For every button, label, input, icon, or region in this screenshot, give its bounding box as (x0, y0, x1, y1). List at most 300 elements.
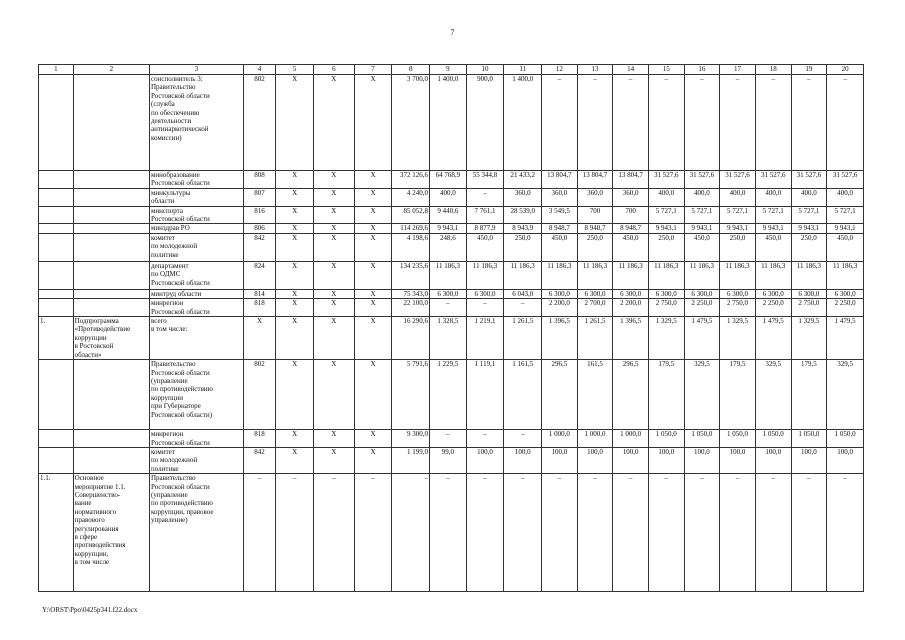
amount-cell: 250,0 (791, 233, 827, 261)
column-number-8: 8 (392, 65, 430, 75)
amount-cell: 5 727,1 (791, 206, 827, 224)
amount-cell: 400,0 (827, 188, 864, 206)
amount-cell: 360,0 (542, 188, 578, 206)
program-name-cell (73, 430, 149, 448)
amount-cell: 360,0 (577, 188, 613, 206)
rzpr-code-cell: X (276, 171, 314, 189)
program-name-cell (73, 188, 149, 206)
amount-cell: 5 727,1 (755, 206, 791, 224)
table-row (39, 206, 864, 224)
grbs-code-cell: 814 (243, 289, 276, 298)
amount-cell: 1 050,0 (684, 430, 720, 448)
amount-cell: 6 300,0 (791, 289, 827, 298)
amount-cell: 13 804,7 (577, 171, 613, 189)
rzpr-code-cell: X (276, 360, 314, 430)
amount-cell: 2 750,0 (648, 299, 684, 317)
vr-code-cell: X (354, 289, 392, 298)
table-row (39, 447, 864, 473)
amount-cell: 9 943,1 (827, 224, 864, 233)
amount-cell: 8 948,7 (613, 224, 649, 233)
column-number-9: 9 (430, 65, 467, 75)
program-name-cell (73, 261, 149, 289)
amount-cell: 5 727,1 (684, 206, 720, 224)
amount-cell: 900,0 (466, 75, 504, 171)
vr-code-cell: X (354, 233, 392, 261)
amount-cell: 13 804,7 (542, 171, 578, 189)
amount-cell: 1 328,5 (430, 317, 467, 360)
amount-cell: 1 479,5 (755, 317, 791, 360)
vr-code-cell: X (354, 430, 392, 448)
amount-cell: – (430, 299, 467, 317)
csr-code-cell: X (313, 430, 354, 448)
amount-cell: 100,0 (827, 447, 864, 473)
amount-cell: 100,0 (504, 447, 542, 473)
amount-cell: – (466, 299, 504, 317)
amount-cell: 28 539,0 (504, 206, 542, 224)
rzpr-code-cell: X (276, 289, 314, 298)
amount-cell: 2 250,0 (684, 299, 720, 317)
column-number-5: 5 (276, 65, 314, 75)
program-name-cell (73, 224, 149, 233)
amount-cell: – (791, 474, 827, 592)
rzpr-code-cell: X (276, 206, 314, 224)
amount-cell: 1 050,0 (720, 430, 756, 448)
amount-cell: 1 329,5 (648, 317, 684, 360)
amount-cell: 64 768,9 (430, 171, 467, 189)
amount-cell: 360,0 (504, 188, 542, 206)
grbs-code-cell: 824 (243, 261, 276, 289)
grbs-code-cell: – (243, 474, 276, 592)
column-number-7: 7 (354, 65, 392, 75)
amount-cell: 134 235,6 (392, 261, 430, 289)
program-name-cell (73, 299, 149, 317)
csr-code-cell: X (313, 317, 354, 360)
vr-code-cell: X (354, 317, 392, 360)
amount-cell: 450,0 (684, 233, 720, 261)
program-name-cell (73, 360, 149, 430)
amount-cell: 1 329,5 (791, 317, 827, 360)
amount-cell: 6 300,0 (542, 289, 578, 298)
grbs-code-cell: 807 (243, 188, 276, 206)
amount-cell: 6 300,0 (827, 289, 864, 298)
amount-cell: 2 200,0 (542, 299, 578, 317)
amount-cell: 1 050,0 (791, 430, 827, 448)
amount-cell: – (720, 474, 756, 592)
column-number-16: 16 (684, 65, 720, 75)
executor-cell: минрегион Ростовской области (150, 299, 244, 317)
page-number: 7 (450, 28, 455, 37)
amount-cell: 6 043,0 (504, 289, 542, 298)
amount-cell: 1 119,1 (466, 360, 504, 430)
amount-cell: 450,0 (466, 233, 504, 261)
amount-cell: 329,5 (827, 360, 864, 430)
amount-cell: 1 199,0 (392, 447, 430, 473)
vr-code-cell: – (354, 474, 392, 592)
executor-cell: минтруд области (150, 289, 244, 298)
amount-cell: 8 948,7 (577, 224, 613, 233)
vr-code-cell: X (354, 224, 392, 233)
csr-code-cell: X (313, 261, 354, 289)
csr-code-cell: – (313, 474, 354, 592)
table-row (39, 224, 864, 233)
csr-code-cell: X (313, 224, 354, 233)
amount-cell: 100,0 (613, 447, 649, 473)
amount-cell: 4 240,0 (392, 188, 430, 206)
amount-cell: 360,0 (613, 188, 649, 206)
amount-cell: 1 219,1 (466, 317, 504, 360)
grbs-code-cell: X (243, 317, 276, 360)
amount-cell: 700 (577, 206, 613, 224)
program-name-cell (73, 171, 149, 189)
program-name-cell (73, 289, 149, 298)
amount-cell: 9 943,1 (648, 224, 684, 233)
amount-cell: 2 250,0 (827, 299, 864, 317)
amount-cell: 11 186,3 (684, 261, 720, 289)
rzpr-code-cell: X (276, 447, 314, 473)
amount-cell: 11 186,3 (755, 261, 791, 289)
amount-cell: 13 804,7 (613, 171, 649, 189)
rzpr-code-cell: X (276, 261, 314, 289)
amount-cell: – (684, 474, 720, 592)
grbs-code-cell: 842 (243, 447, 276, 473)
amount-cell: 400,0 (720, 188, 756, 206)
amount-cell: 450,0 (613, 233, 649, 261)
amount-cell: 8 948,7 (542, 224, 578, 233)
amount-cell: – (827, 474, 864, 592)
executor-cell: Правительство Ростовской области (управление по противодействию коррупции при Губернаторе Ростовской области) (150, 360, 244, 430)
column-number-1: 1 (39, 65, 74, 75)
amount-cell: 11 186,3 (466, 261, 504, 289)
csr-code-cell: X (313, 75, 354, 171)
amount-cell: 100,0 (577, 447, 613, 473)
amount-cell: 179,5 (791, 360, 827, 430)
amount-cell: 1 050,0 (755, 430, 791, 448)
amount-cell: 1 050,0 (648, 430, 684, 448)
amount-cell: 11 186,3 (577, 261, 613, 289)
table-row (39, 75, 864, 171)
amount-cell: 100,0 (755, 447, 791, 473)
amount-cell: 100,0 (684, 447, 720, 473)
rzpr-code-cell: X (276, 317, 314, 360)
program-name-cell: Подпрограмма «Противодействие коррупции в Ростовской области» (73, 317, 149, 360)
amount-cell: 6 300,0 (755, 289, 791, 298)
amount-cell: 250,0 (720, 233, 756, 261)
amount-cell: 100,0 (648, 447, 684, 473)
amount-cell: 6 300,0 (684, 289, 720, 298)
amount-cell: 9 943,1 (684, 224, 720, 233)
column-number-17: 17 (720, 65, 756, 75)
amount-cell: 11 186,3 (827, 261, 864, 289)
grbs-code-cell: 802 (243, 75, 276, 171)
amount-cell: – (755, 75, 791, 171)
amount-cell: 1 161,5 (504, 360, 542, 430)
amount-cell: 31 527,6 (648, 171, 684, 189)
csr-code-cell: X (313, 171, 354, 189)
rzpr-code-cell: X (276, 224, 314, 233)
column-number-3: 3 (150, 65, 244, 75)
amount-cell: 4 198,6 (392, 233, 430, 261)
vr-code-cell: X (354, 447, 392, 473)
vr-code-cell: X (354, 360, 392, 430)
column-number-6: 6 (313, 65, 354, 75)
grbs-code-cell: 818 (243, 299, 276, 317)
amount-cell: – (648, 75, 684, 171)
amount-cell: 250,0 (648, 233, 684, 261)
amount-cell: 250,0 (577, 233, 613, 261)
amount-cell: – (466, 430, 504, 448)
amount-cell: 11 186,3 (504, 261, 542, 289)
csr-code-cell: X (313, 289, 354, 298)
column-number-row (39, 65, 864, 75)
amount-cell: 1 396,5 (542, 317, 578, 360)
amount-cell: 3 549,5 (542, 206, 578, 224)
vr-code-cell: X (354, 171, 392, 189)
csr-code-cell: X (313, 188, 354, 206)
csr-code-cell: X (313, 447, 354, 473)
table-row (39, 233, 864, 261)
program-name-cell: Основное мероприятие 1.1. Совершенство- вание нормативного правового регулирования в сфере противодействия коррупции, в том числе (73, 474, 149, 592)
amount-cell: – (720, 75, 756, 171)
executor-cell: всего в том числе: (150, 317, 244, 360)
column-number-11: 11 (504, 65, 542, 75)
column-number-12: 12 (542, 65, 578, 75)
table-row (39, 188, 864, 206)
amount-cell: – (542, 474, 578, 592)
rzpr-code-cell: – (276, 474, 314, 592)
amount-cell: 1 000,0 (577, 430, 613, 448)
table-row (39, 289, 864, 298)
row-number-cell (39, 447, 74, 473)
row-number-cell (39, 360, 74, 430)
vr-code-cell: X (354, 75, 392, 171)
amount-cell: – (466, 188, 504, 206)
amount-cell: – (504, 474, 542, 592)
amount-cell: 450,0 (542, 233, 578, 261)
amount-cell: 1 479,5 (827, 317, 864, 360)
amount-cell: 329,5 (755, 360, 791, 430)
amount-cell: 55 344,8 (466, 171, 504, 189)
table-row (39, 299, 864, 317)
amount-cell: 9 943,1 (755, 224, 791, 233)
column-number-20: 20 (827, 65, 864, 75)
amount-cell: – (648, 474, 684, 592)
amount-cell: 1 000,0 (542, 430, 578, 448)
grbs-code-cell: 842 (243, 233, 276, 261)
amount-cell: 6 300,0 (430, 289, 467, 298)
amount-cell: 1 050,0 (827, 430, 864, 448)
column-number-15: 15 (648, 65, 684, 75)
amount-cell: – (791, 75, 827, 171)
amount-cell: 6 300,0 (466, 289, 504, 298)
amount-cell: 31 527,6 (827, 171, 864, 189)
amount-cell: 11 186,3 (542, 261, 578, 289)
amount-cell: 400,0 (648, 188, 684, 206)
amount-cell: 11 186,3 (430, 261, 467, 289)
rzpr-code-cell: X (276, 75, 314, 171)
executor-cell: минкультуры области (150, 188, 244, 206)
row-number-cell (39, 430, 74, 448)
amount-cell: 16 290,6 (392, 317, 430, 360)
amount-cell: 1 479,5 (684, 317, 720, 360)
amount-cell: – (430, 430, 467, 448)
amount-cell: 161,5 (577, 360, 613, 430)
amount-cell: 6 300,0 (613, 289, 649, 298)
row-number-cell (39, 261, 74, 289)
amount-cell: 11 186,3 (791, 261, 827, 289)
amount-cell: 1 000,0 (613, 430, 649, 448)
amount-cell: 6 300,0 (577, 289, 613, 298)
amount-cell: 2 750,0 (791, 299, 827, 317)
table-row (39, 261, 864, 289)
table-row (39, 430, 864, 448)
row-number-cell: 1.1. (39, 474, 74, 592)
rzpr-code-cell: X (276, 188, 314, 206)
executor-cell: департамент по ОДМС Ростовской области (150, 261, 244, 289)
amount-cell: 6 300,0 (648, 289, 684, 298)
amount-cell: 9 943,1 (720, 224, 756, 233)
amount-cell: 400,0 (791, 188, 827, 206)
rzpr-code-cell: X (276, 430, 314, 448)
amount-cell: 99,0 (430, 447, 467, 473)
amount-cell: – (542, 75, 578, 171)
amount-cell: 100,0 (720, 447, 756, 473)
amount-cell: 31 527,6 (720, 171, 756, 189)
amount-cell: 9 943,1 (430, 224, 467, 233)
table-row (39, 474, 864, 592)
amount-cell: 9 440,6 (430, 206, 467, 224)
csr-code-cell: X (313, 299, 354, 317)
amount-cell: 2 200,0 (613, 299, 649, 317)
amount-cell: 400,0 (430, 188, 467, 206)
executor-cell: соисполнитель 3: Правительство Ростовской области (служба по обеспечению деятельности антинаркотической комиссии) (150, 75, 244, 171)
amount-cell: – (392, 474, 430, 592)
grbs-code-cell: 802 (243, 360, 276, 430)
amount-cell: 11 186,3 (613, 261, 649, 289)
amount-cell: – (827, 75, 864, 171)
csr-code-cell: X (313, 233, 354, 261)
amount-cell: 100,0 (791, 447, 827, 473)
amount-cell: 400,0 (684, 188, 720, 206)
amount-cell: 5 791,6 (392, 360, 430, 430)
amount-cell: 1 261,5 (577, 317, 613, 360)
amount-cell: 372 126,6 (392, 171, 430, 189)
executor-cell: минобразование Ростовской области (150, 171, 244, 189)
amount-cell: – (684, 75, 720, 171)
column-number-10: 10 (466, 65, 504, 75)
file-path-footer: Y:\ORST\Ppo\0425p341.f22.docx (42, 606, 138, 614)
amount-cell: 1 329,5 (720, 317, 756, 360)
vr-code-cell: X (354, 299, 392, 317)
amount-cell: – (613, 75, 649, 171)
amount-cell: 296,5 (542, 360, 578, 430)
row-number-cell (39, 206, 74, 224)
rzpr-code-cell: X (276, 299, 314, 317)
amount-cell: 11 186,3 (720, 261, 756, 289)
row-number-cell (39, 289, 74, 298)
amount-cell: 179,5 (720, 360, 756, 430)
amount-cell: 6 300,0 (720, 289, 756, 298)
table-row (39, 360, 864, 430)
amount-cell: 31 527,6 (755, 171, 791, 189)
row-number-cell: 1. (39, 317, 74, 360)
csr-code-cell: X (313, 360, 354, 430)
amount-cell: – (504, 430, 542, 448)
amount-cell: 329,5 (684, 360, 720, 430)
row-number-cell (39, 75, 74, 171)
amount-cell: 1 229,5 (430, 360, 467, 430)
vr-code-cell: X (354, 206, 392, 224)
amount-cell: 1 400,0 (430, 75, 467, 171)
program-name-cell (73, 206, 149, 224)
vr-code-cell: X (354, 188, 392, 206)
amount-cell: 114 269,6 (392, 224, 430, 233)
amount-cell: 1 261,5 (504, 317, 542, 360)
amount-cell: 5 727,1 (648, 206, 684, 224)
executor-cell: минздрав РО (150, 224, 244, 233)
program-name-cell (73, 75, 149, 171)
vr-code-cell: X (354, 261, 392, 289)
amount-cell: – (504, 299, 542, 317)
program-name-cell (73, 447, 149, 473)
program-name-cell (73, 233, 149, 261)
amount-cell: 31 527,6 (791, 171, 827, 189)
row-number-cell (39, 171, 74, 189)
amount-cell: 85 052,8 (392, 206, 430, 224)
amount-cell: 9 300,0 (392, 430, 430, 448)
amount-cell: 179,5 (648, 360, 684, 430)
table-row (39, 171, 864, 189)
amount-cell: 250,0 (504, 233, 542, 261)
amount-cell: 5 727,1 (720, 206, 756, 224)
executor-cell: комитет по молодежной политике (150, 233, 244, 261)
grbs-code-cell: 818 (243, 430, 276, 448)
column-number-19: 19 (791, 65, 827, 75)
amount-cell: 11 186,3 (648, 261, 684, 289)
amount-cell: – (755, 474, 791, 592)
executor-cell: Правительство Ростовской области (управление по противодействию коррупции, правовое управление) (150, 474, 244, 592)
column-number-2: 2 (73, 65, 149, 75)
amount-cell: 7 761,1 (466, 206, 504, 224)
column-number-4: 4 (243, 65, 276, 75)
amount-cell: 400,0 (755, 188, 791, 206)
amount-cell: – (613, 474, 649, 592)
amount-cell: 75 343,0 (392, 289, 430, 298)
amount-cell: – (466, 474, 504, 592)
amount-cell: – (577, 474, 613, 592)
amount-cell: 296,5 (613, 360, 649, 430)
amount-cell: 2 700,0 (577, 299, 613, 317)
amount-cell: 9 943,1 (791, 224, 827, 233)
amount-cell: 22 100,0 (392, 299, 430, 317)
column-number-18: 18 (755, 65, 791, 75)
row-number-cell (39, 224, 74, 233)
amount-cell: 2 250,0 (755, 299, 791, 317)
amount-cell: – (430, 474, 467, 592)
row-number-cell (39, 233, 74, 261)
amount-cell: 21 433,2 (504, 171, 542, 189)
executor-cell: минспорта Ростовской области (150, 206, 244, 224)
amount-cell: 3 700,0 (392, 75, 430, 171)
amount-cell: 450,0 (755, 233, 791, 261)
row-number-cell (39, 188, 74, 206)
csr-code-cell: X (313, 206, 354, 224)
grbs-code-cell: 806 (243, 224, 276, 233)
amount-cell: 1 396,5 (613, 317, 649, 360)
amount-cell: 100,0 (466, 447, 504, 473)
amount-cell: – (577, 75, 613, 171)
amount-cell: 2 750,0 (720, 299, 756, 317)
amount-cell: 8 943,9 (504, 224, 542, 233)
